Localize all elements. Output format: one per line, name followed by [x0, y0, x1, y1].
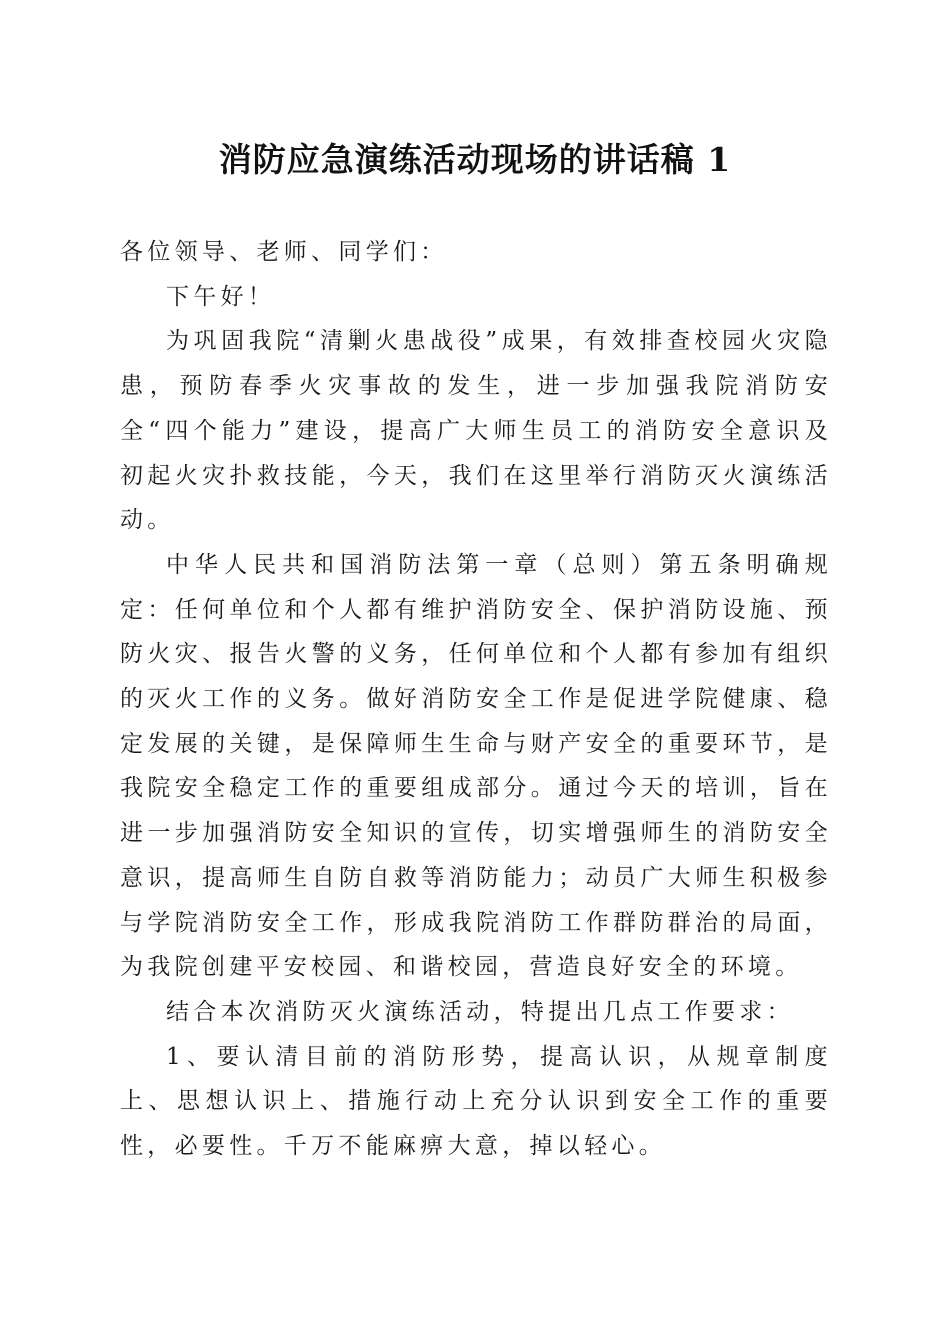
- greeting-paragraph: 下午好！: [166, 283, 276, 310]
- law-paragraph: 中华人民共和国消防法第一章（总则）第五条明确规定：任何单位和个人都有维护消防安全、保护消防设施、预防火灾、报告火警的义务，任何单位和个人都有参加有组织的灭火工作的义务。做好消防安全工作是促进学院健康、稳定发展的关键，是保障师生生命与财产安全的重要环节，是我院安全稳定工作的重要组成部分。通过今天的培训，旨在进一步加强消防安全知识的宣传，切实增强师生的消防安全意识，提高师生自防自救等消防能力；动员广大师生积极参与学院消防安全工作，形成我院消防工作群防群治的局面，为我院创建平安校园、和谐校园，营造良好安全的环境。: [120, 551, 832, 981]
- requirements-intro-paragraph: 结合本次消防灭火演练活动，特提出几点工作要求：: [166, 998, 794, 1025]
- requirement-item-1: 1、要认清目前的消防形势，提高认识，从规章制度上、思想认识上、措施行动上充分认识到安全工作的重要性，必要性。千万不能麻痹大意，掉以轻心。: [120, 1043, 832, 1160]
- intro-paragraph: 为巩固我院“清剿火患战役”成果，有效排查校园火灾隐患，预防春季火灾事故的发生，进一步加强我院消防安全“四个能力”建设，提高广大师生员工的消防安全意识及初起火灾扑救技能，今天，我们在这里举行消防灭火演练活动。: [120, 328, 832, 534]
- salutation: 各位领导、老师、同学们：: [120, 239, 448, 265]
- document-body: [120, 230, 832, 1169]
- document-title: 消防应急演练活动现场的讲话稿 1: [218, 140, 732, 179]
